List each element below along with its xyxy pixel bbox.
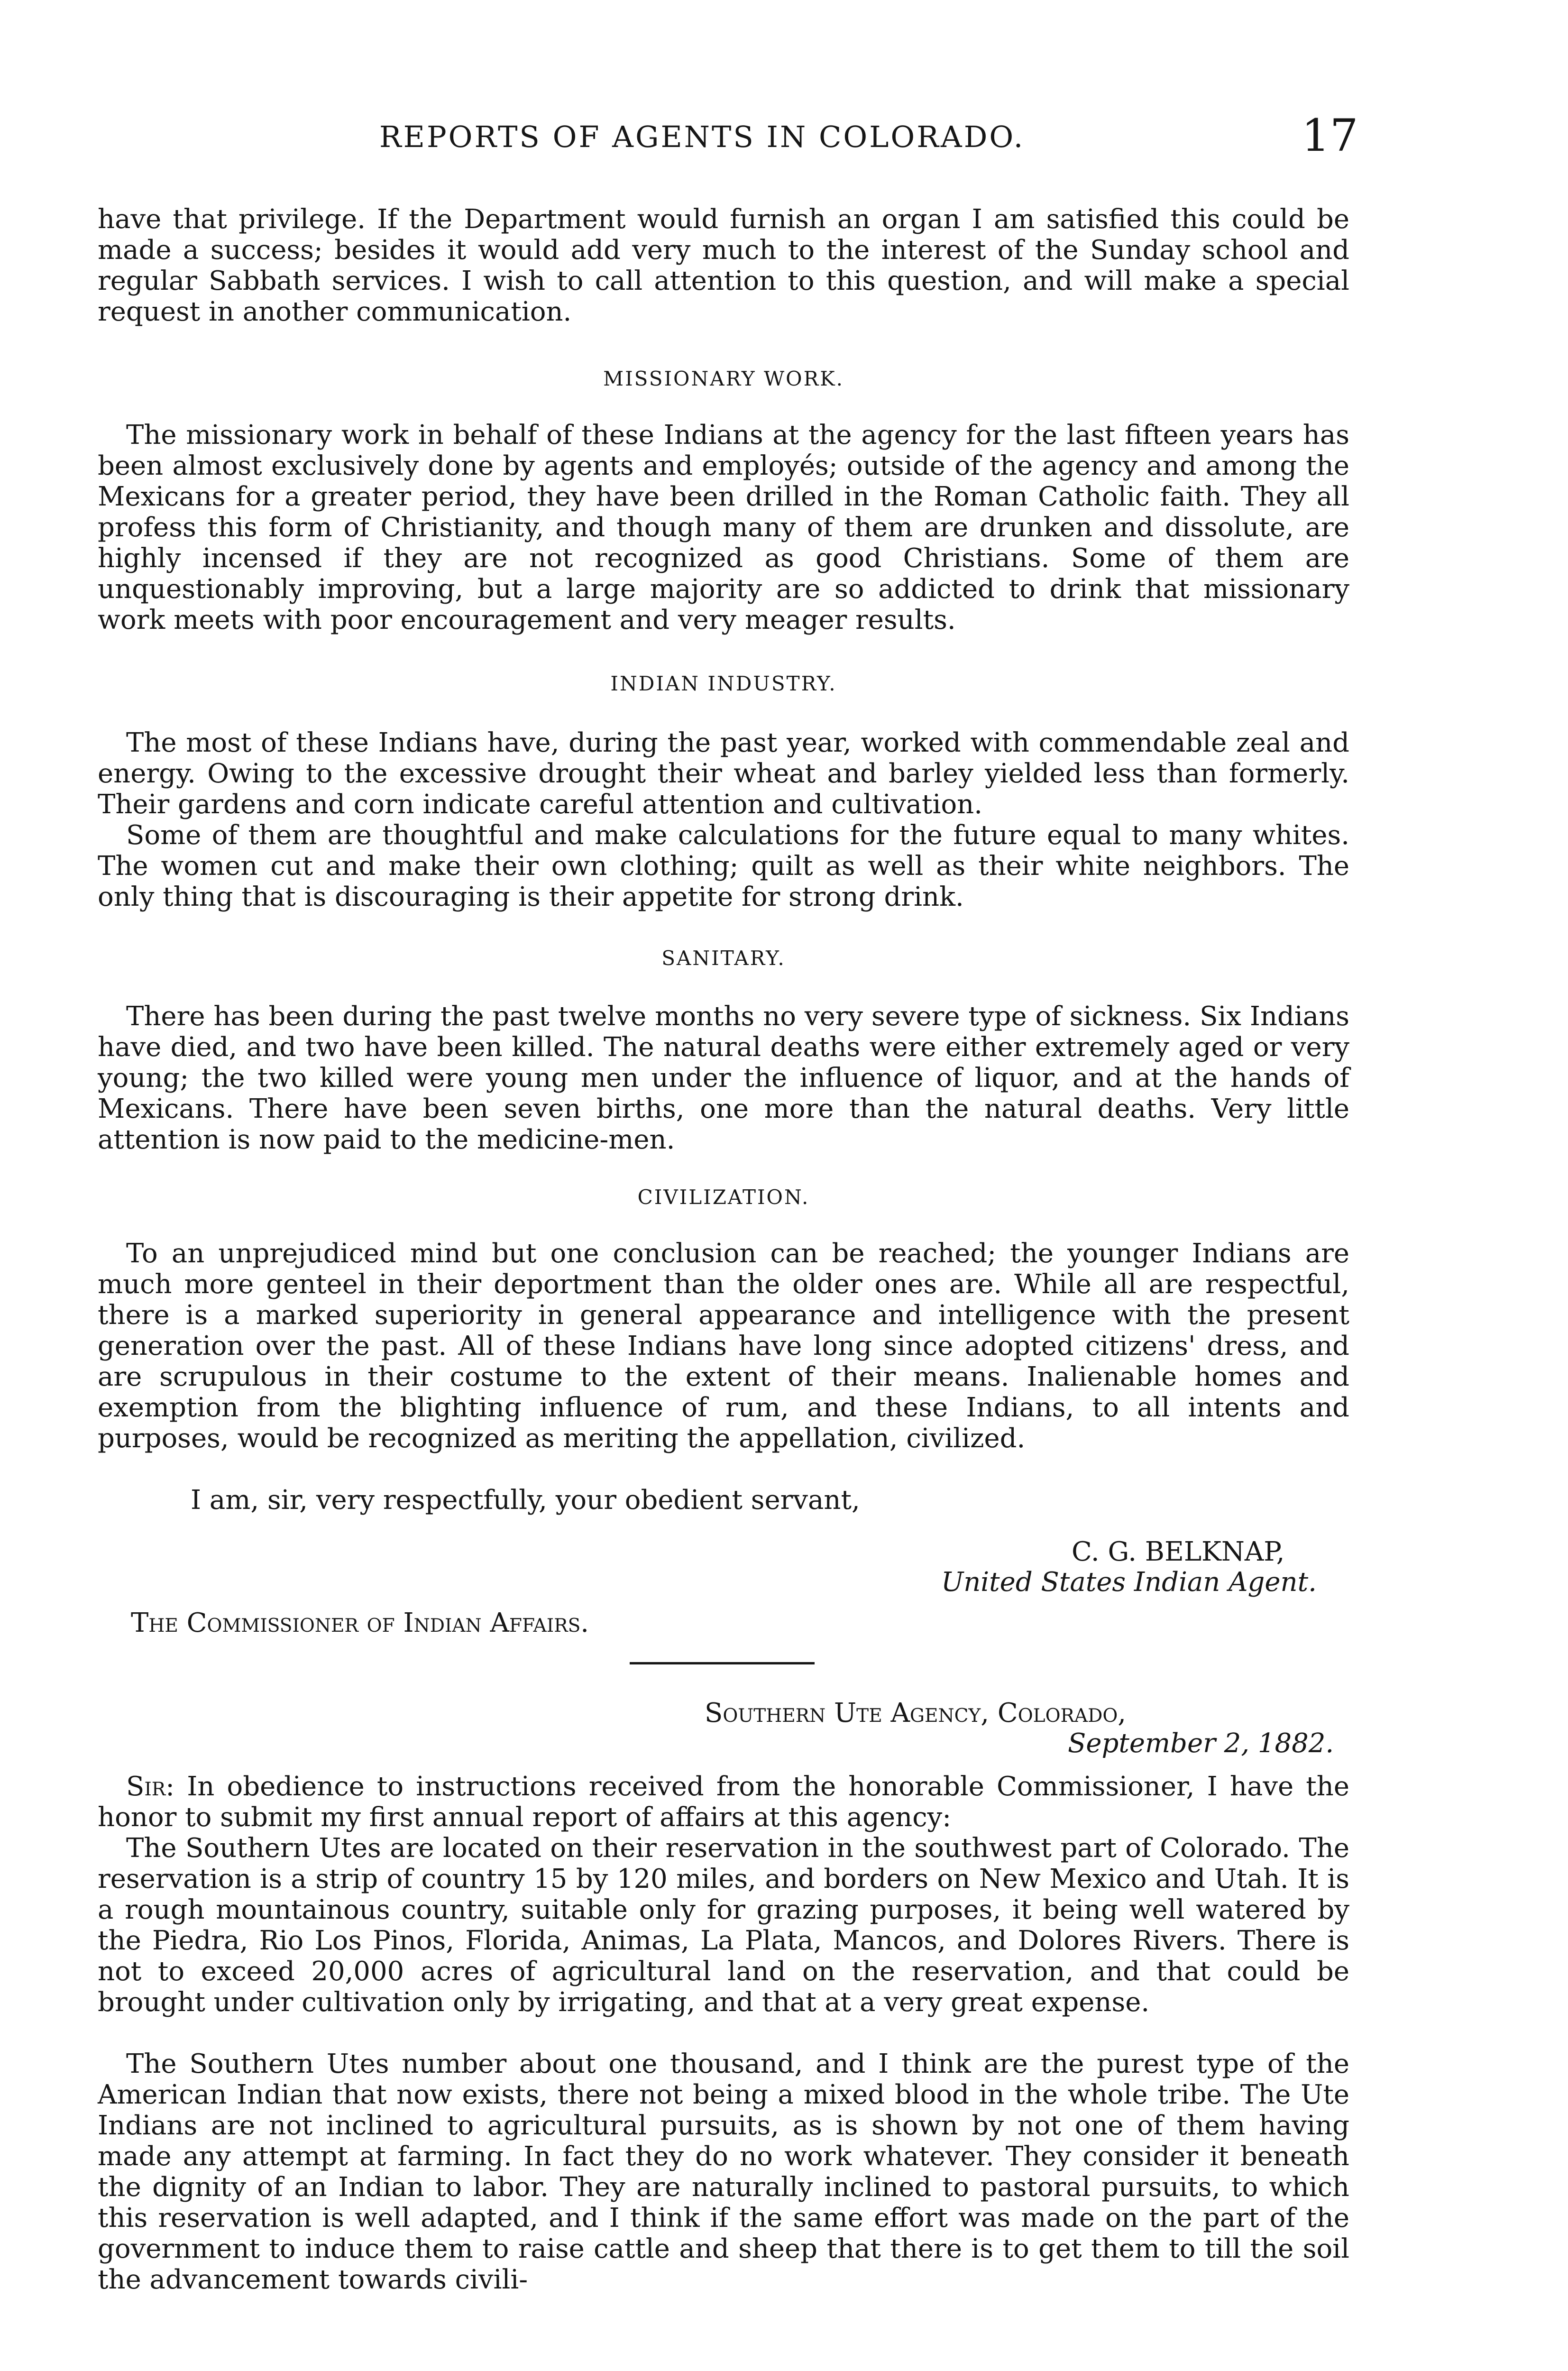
sanitary-heading: SANITARY. bbox=[661, 947, 786, 970]
missionary-paragraph: The missionary work in behalf of these Indians at the agency for the last fifteen years has been almost exclusively done by agents and employés; outside of the agency and among the Mexicans for a greater period, they have been drilled in the Roman Catholic faith. They all profess this form of Christianity, and though many of them are drunken and dissolute, are highly incensed if they are not recognized as good Christians. Some of them are unquestionably improving, but a large majority are so addicted to drink that missionary work meets with poor encouragement and very meager results. bbox=[98, 420, 1349, 635]
page-number: 17 bbox=[1302, 110, 1358, 162]
report-body-part-1 bbox=[98, 204, 1349, 1516]
report-body-part-2 bbox=[98, 1771, 1349, 2295]
addressee: The Commissioner of Indian Affairs. bbox=[131, 1608, 589, 1638]
letter-date: September 2, 1882. bbox=[1068, 1728, 1334, 1759]
letter-paragraph-1: The Southern Utes are located on their reservation in the southwest part of Colorado. The reservation is a strip of country 15 by 120 miles, and borders on New Mexico and Utah. It is a rough mountainous country, suitable only for grazing purposes, it being well watered by the Piedra, Rio Los Pinos, Florida, Animas, La Plata, Mancos, and Dolores Rivers. There is not to exceed 20,000 acres of agricultural land on the reservation, and that could be brought under cultivation only by irrigating, and that at a very great expense. bbox=[98, 1833, 1349, 2018]
section-divider bbox=[630, 1662, 815, 1664]
letter-place: Southern Ute Agency, Colorado, bbox=[705, 1698, 1127, 1728]
opening-text: In obedience to instructions received from the honorable Commissioner, I have the honor to submit my first annual report of affairs at this agency: bbox=[98, 1771, 1349, 1833]
industry-paragraph-1: The most of these Indians have, during the past year, worked with commendable zeal and energy. Owing to the excessive drought their wheat and barley yielded less than formerly. Their gardens and corn indicate careful attention and cultivation. bbox=[98, 727, 1349, 820]
signer-title: United States Indian Agent. bbox=[941, 1567, 1317, 1598]
civilization-heading: CIVILIZATION. bbox=[637, 1186, 810, 1209]
industry-paragraph-2: Some of them are thoughtful and make calculations for the future equal to many whites. The women cut and make their own clothing; quilt as well as their white neighbors. The only thing that is discouraging is their appetite for strong drink. bbox=[98, 820, 1349, 912]
salutation: Sir: bbox=[126, 1771, 175, 1802]
closing-line: I am, sir, very respectfully, your obedient servant, bbox=[191, 1485, 860, 1516]
missionary-heading: MISSIONARY WORK. bbox=[603, 367, 844, 390]
letter-paragraph-2: The Southern Utes number about one thousand, and I think are the purest type of the American Indian that now exists, there not being a mixed blood in the whole tribe. The Ute Indians are not inclined to agricultural pursuits, as is shown by not one of them having made any attempt at farming. In fact they do no work whatever. They consider it beneath the dignity of an Indian to labor. They are naturally inclined to pastoral pursuits, to which this reservation is well adapted, and I think if the same effort was made on the part of the government to induce them to raise cattle and sheep that there is to get them to till the soil the advancement towards civili- bbox=[98, 2049, 1349, 2295]
signer-name: C. G. BELKNAP, bbox=[1072, 1536, 1285, 1567]
sanitary-paragraph: There has been during the past twelve months no very severe type of sickness. Six Indians have died, and two have been killed. The natural deaths were either extremely aged or very young; the two killed were young men under the influence of liquor, and at the hands of Mexicans. There have been seven births, one more than the natural deaths. Very little attention is now paid to the medicine-men. bbox=[98, 1001, 1349, 1155]
civilization-paragraph: To an unprejudiced mind but one conclusion can be reached; the younger Indians are much more genteel in their deportment than the older ones are. While all are respectful, there is a marked superiority in general appearance and intelligence with the present generation over the past. All of these Indians have long since adopted citizens' dress, and are scrupulous in their costume to the extent of their means. Inalienable homes and exemption from the blighting influence of rum, and these Indians, to all intents and purposes, would be recognized as meriting the appellation, civilized. bbox=[98, 1238, 1349, 1454]
intro-paragraph: have that privilege. If the Department would furnish an organ I am satisfied this could be made a success; besides it would add very much to the interest of the Sunday school and regular Sabbath services. I wish to call attention to this question, and will make a special request in another communication. bbox=[98, 204, 1349, 327]
running-title: REPORTS OF AGENTS IN COLORADO. bbox=[379, 119, 1025, 154]
industry-heading: INDIAN INDUSTRY. bbox=[610, 672, 837, 695]
opening-paragraph bbox=[98, 1771, 1349, 1833]
